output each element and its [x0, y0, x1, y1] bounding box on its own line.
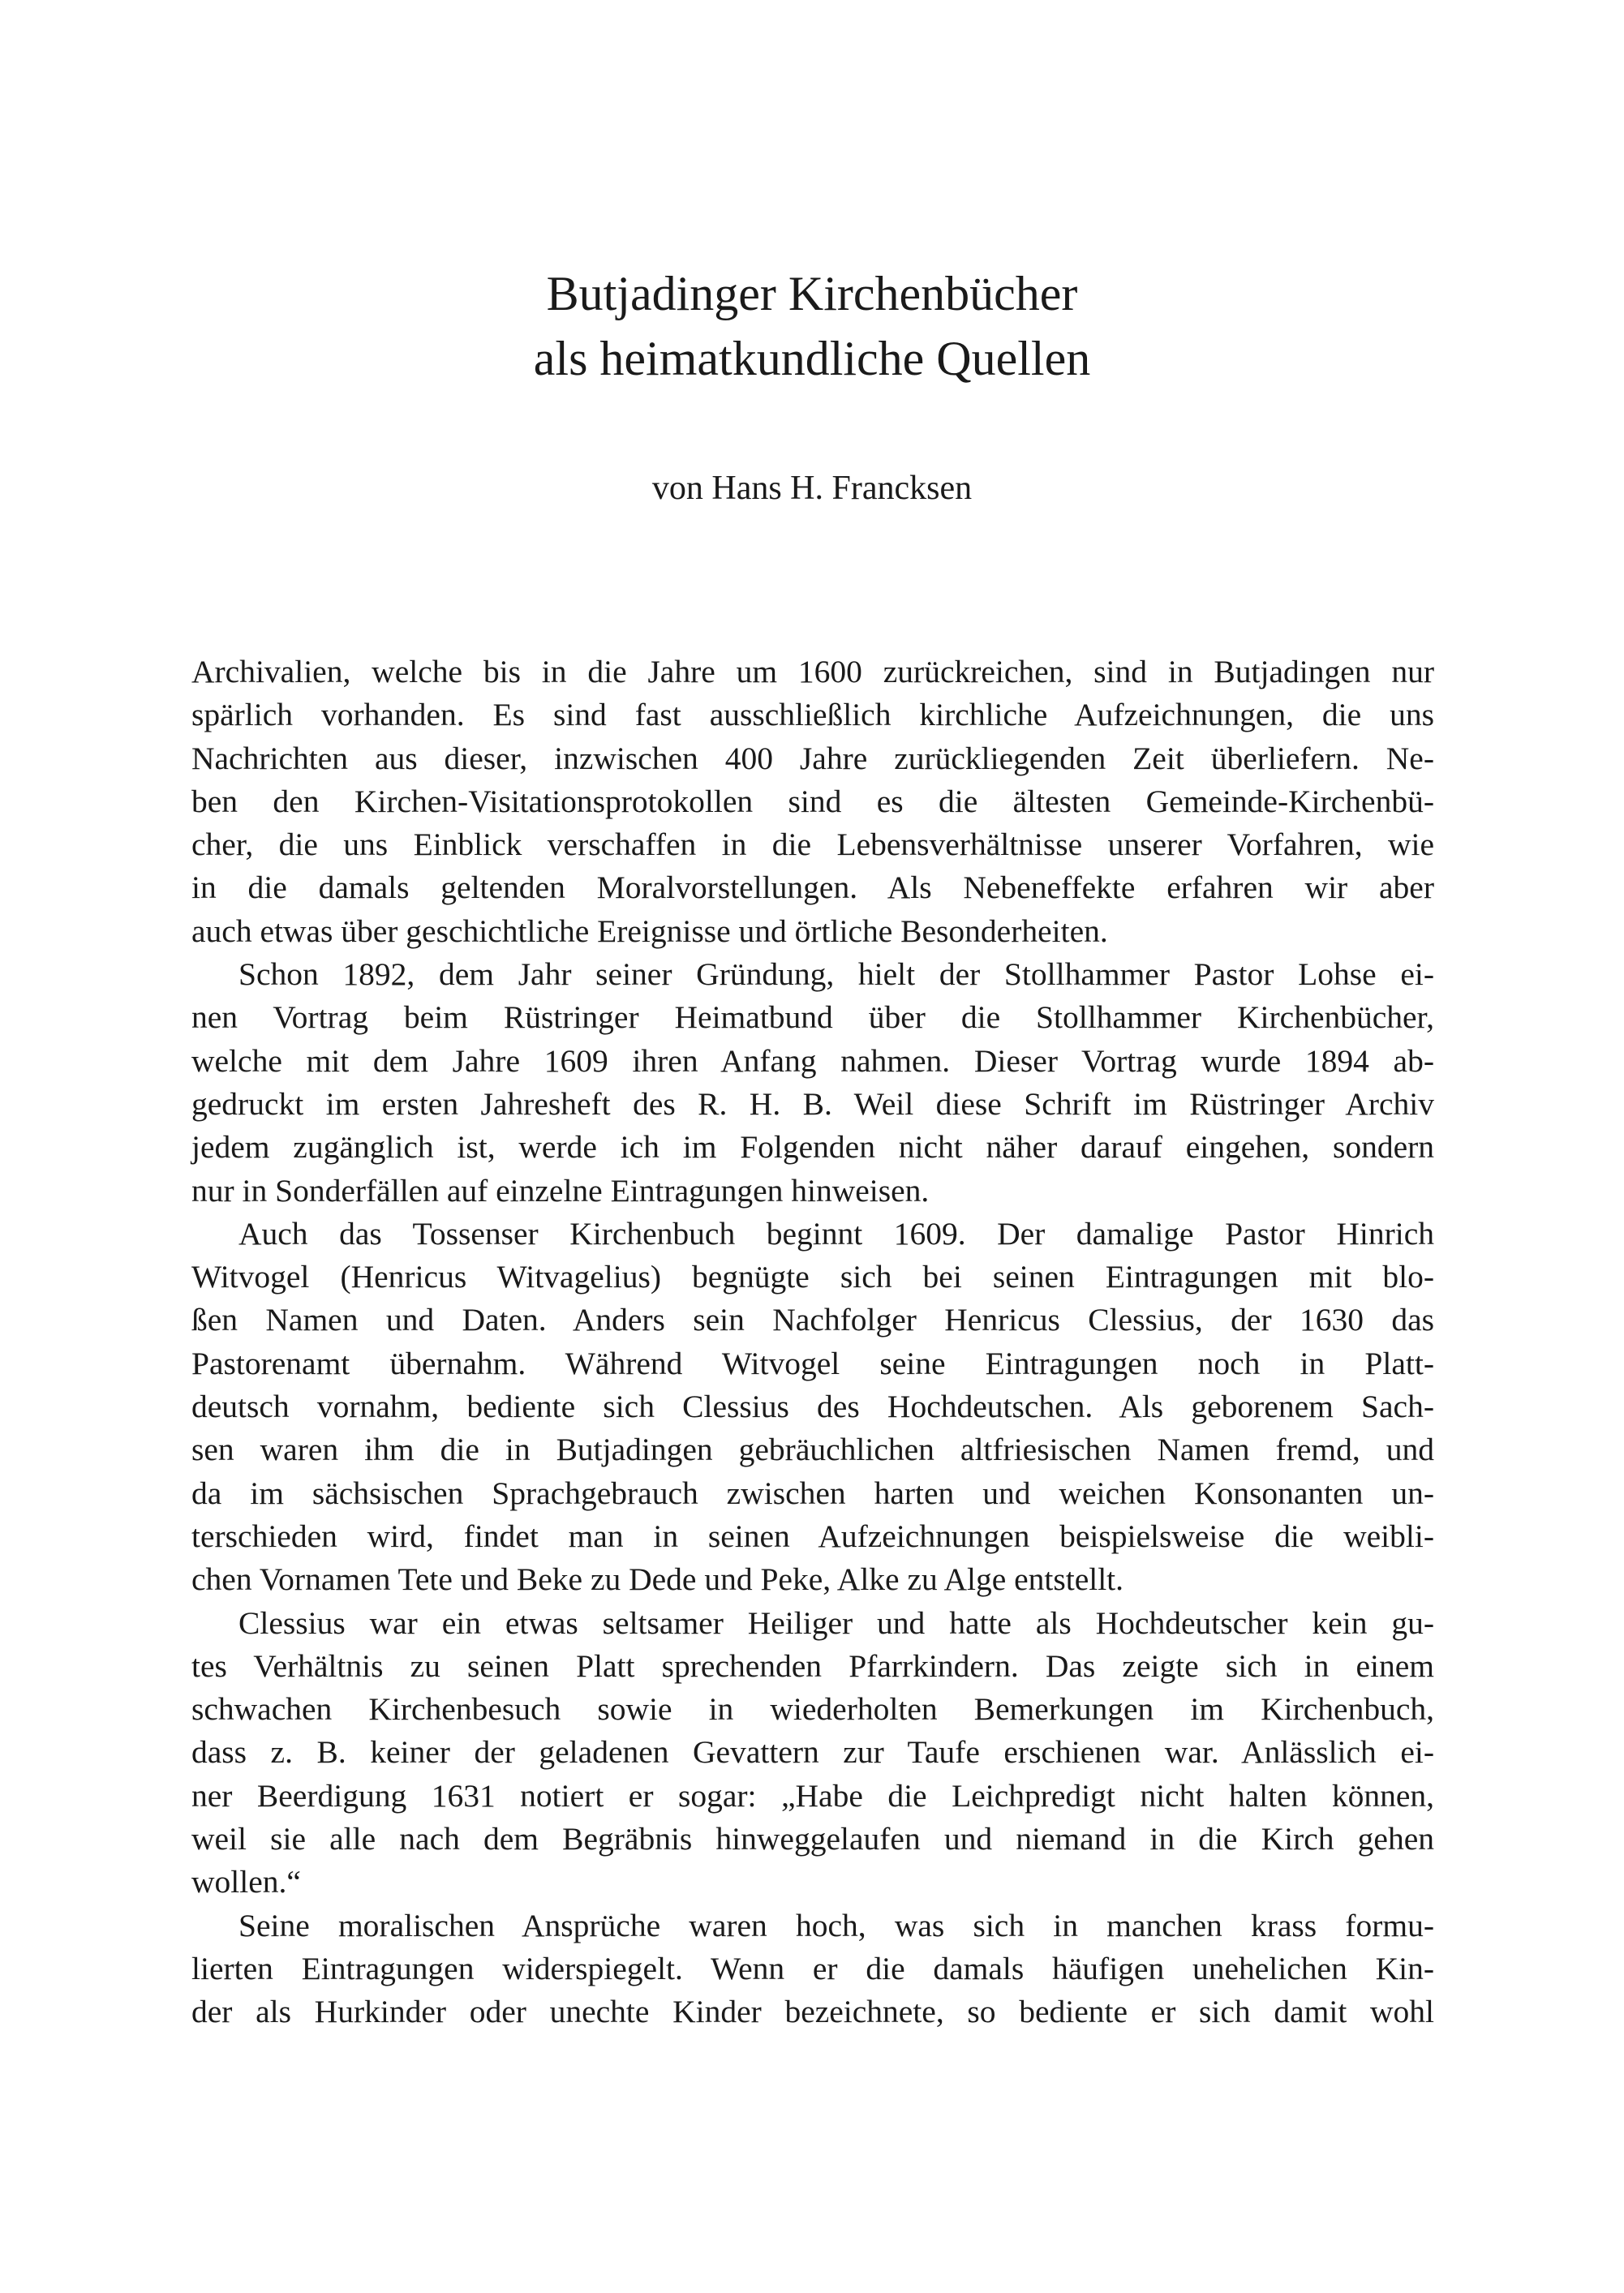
text-line: da im sächsischen Sprachgebrauch zwischen harten und weichen Konsonanten un- [191, 1475, 1434, 1511]
text-line: in die damals geltenden Moralvorstellungen. Als Nebeneffekte erfahren wir aber [191, 870, 1434, 906]
text-line: cher, die uns Einblick verschaffen in die Lebensverhältnisse unserer Vorfahren, wie [191, 827, 1434, 863]
text-line: Auch das Tossenser Kirchenbuch beginnt 1609. Der damalige Pastor Hinrich [238, 1215, 1434, 1252]
article-title [0, 261, 1624, 391]
text-line: terschieden wird, findet man in seinen Aufzeichnungen beispielsweise die weibli- [191, 1518, 1434, 1554]
title-line-2: als heimatkundliche Quellen [533, 332, 1091, 385]
text-line: nur in Sonderfällen auf einzelne Eintragungen hinweisen. [191, 1172, 930, 1209]
text-line: deutsch vornahm, bediente sich Clessius des Hochdeutschen. Als geborenem Sach- [191, 1389, 1434, 1425]
text-line: Pastorenamt übernahm. Während Witvogel seine Eintragungen noch in Platt- [191, 1345, 1434, 1381]
text-line: der als Hurkinder oder unechte Kinder bezeichnete, so bediente er sich damit wohl [191, 1994, 1434, 2030]
text-line: schwachen Kirchenbesuch sowie in wiederholten Bemerkungen im Kirchenbuch, [191, 1691, 1434, 1728]
text-line: ner Beerdigung 1631 notiert er sogar: „Habe die Leichpredigt nicht halten können, [191, 1777, 1434, 1814]
text-line: dass z. B. keiner der geladenen Gevattern zur Taufe erschienen war. Anlässlich ei- [191, 1734, 1434, 1771]
text-line: nen Vortrag beim Rüstringer Heimatbund über die Stollhammer Kirchenbücher, [191, 999, 1434, 1036]
paragraph-5 [191, 1904, 1434, 2034]
text-line: Witvogel (Henricus Witvagelius) begnügte sich bei seinen Eintragungen mit blo- [191, 1259, 1434, 1295]
text-line: Nachrichten aus dieser, inzwischen 400 Jahre zurückliegenden Zeit überliefern. Ne- [191, 740, 1434, 776]
paragraph-1 [191, 651, 1434, 953]
text-line: ßen Namen und Daten. Anders sein Nachfolger Henricus Clessius, der 1630 das [191, 1302, 1434, 1338]
text-line: ben den Kirchen-Visitationsprotokollen sind es die ältesten Gemeinde-Kirchenbü- [191, 783, 1434, 819]
text-line: welche mit dem Jahre 1609 ihren Anfang nahmen. Dieser Vortrag wurde 1894 ab- [191, 1042, 1434, 1079]
text-line: weil sie alle nach dem Begräbnis hinweggelaufen und niemand in die Kirch gehen [191, 1821, 1434, 1857]
article-body [191, 651, 1434, 2034]
text-line: jedem zugänglich ist, werde ich im Folgenden nicht näher darauf eingehen, sondern [191, 1129, 1434, 1166]
text-line: Clessius war ein etwas seltsamer Heiliger und hatte als Hochdeutscher kein gu- [238, 1604, 1434, 1641]
text-line: sen waren ihm die in Butjadingen gebräuchlichen altfriesischen Namen fremd, und [191, 1432, 1434, 1468]
text-line: wollen.“ [191, 1864, 301, 1900]
paragraph-3 [191, 1213, 1434, 1602]
text-line: auch etwas über geschichtliche Ereignisse und örtliche Besonderheiten. [191, 912, 1108, 949]
text-line: tes Verhältnis zu seinen Platt sprechenden Pfarrkindern. Das zeigte sich in einem [191, 1647, 1434, 1684]
title-line-1: Butjadinger Kirchenbücher [546, 267, 1078, 320]
paragraph-2 [191, 953, 1434, 1213]
text-line: Seine moralischen Ansprüche waren hoch, was sich in manchen krass formu- [238, 1907, 1434, 1943]
text-line: lierten Eintragungen widerspiegelt. Wenn er die damals häufigen unehelichen Kin- [191, 1950, 1434, 1986]
text-line: chen Vornamen Tete und Beke zu Dede und Peke, Alke zu Alge entstellt. [191, 1561, 1124, 1598]
text-line: Archivalien, welche bis in die Jahre um 1600 zurückreichen, sind in Butjadingen nur [191, 654, 1434, 689]
text-line: gedruckt im ersten Jahresheft des R. H. B. Weil diese Schrift im Rüstringer Archiv [191, 1085, 1434, 1122]
text-line: spärlich vorhanden. Es sind fast ausschließlich kirchliche Aufzeichnungen, die uns [191, 697, 1434, 733]
paragraph-4 [191, 1602, 1434, 1904]
author-byline: von Hans H. Francksen [651, 470, 973, 507]
text-line: Schon 1892, dem Jahr seiner Gründung, hielt der Stollhammer Pastor Lohse ei- [238, 956, 1434, 993]
